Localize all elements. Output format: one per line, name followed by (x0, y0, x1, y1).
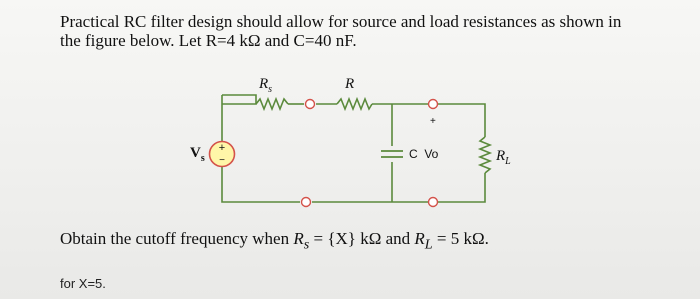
question-rs: R (293, 229, 304, 248)
capacitor-symbol (381, 151, 403, 157)
rs-label (258, 76, 272, 95)
r-label: R (345, 76, 355, 92)
question-prefix: Obtain the cutoff frequency when (60, 229, 294, 248)
source-plus-sign: + (218, 142, 226, 154)
resistor-rs-symbol (256, 99, 288, 109)
rs-letter: R (259, 76, 269, 92)
vs-letter: V (190, 145, 201, 161)
question-rl-sub: L (424, 236, 433, 253)
problem-line-1: Practical RC filter design should allow for source and load resistances as shown in (60, 12, 622, 31)
resistor-r-symbol (337, 99, 372, 109)
wire-rl-bottom (438, 173, 485, 202)
question-rs-sub: s (303, 236, 310, 253)
output-terminal-top (429, 100, 438, 109)
rl-letter: R (496, 148, 506, 164)
cutoff-question (60, 229, 489, 253)
question-middle: = {X} kΩ and (309, 229, 415, 248)
source-minus-sign: − (219, 155, 225, 166)
terminal-node-top (306, 100, 315, 109)
wire-left-lower (222, 167, 300, 202)
output-terminal-bottom (429, 198, 438, 207)
rs-subscript: s (268, 84, 273, 95)
wire-rl-top (438, 104, 485, 137)
resistor-rl-symbol (480, 137, 490, 173)
rl-subscript: L (505, 156, 511, 167)
question-rl: R (414, 229, 425, 248)
circuit-wires (222, 95, 485, 202)
variable-note: for X=5. (60, 276, 106, 291)
capacitor-vo-label: C Vo (409, 147, 439, 161)
vs-label (190, 145, 205, 164)
output-plus-sign: + (430, 116, 436, 127)
problem-line-2: the figure below. Let R=4 kΩ and C=40 nF. (60, 31, 357, 50)
question-suffix: = 5 kΩ. (432, 229, 489, 248)
vs-subscript: s (200, 153, 205, 164)
wire-top-left (222, 95, 256, 104)
terminal-node-bottom (302, 198, 311, 207)
rl-label (495, 148, 511, 167)
